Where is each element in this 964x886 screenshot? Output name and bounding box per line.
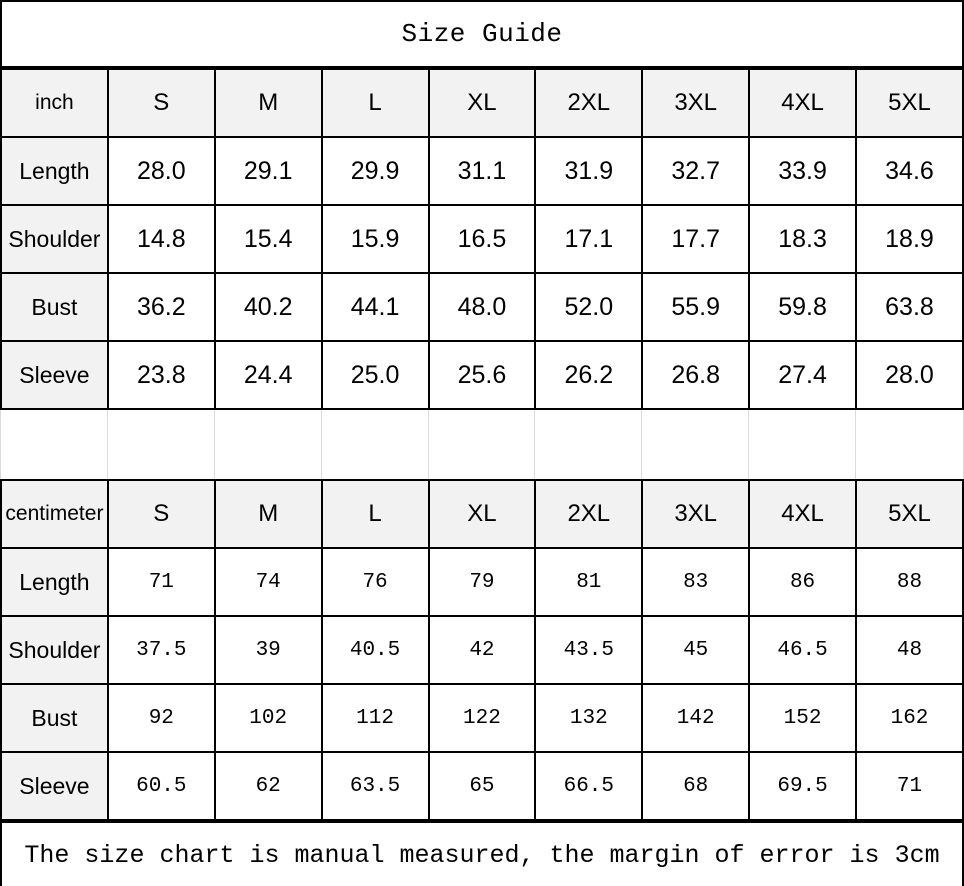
measurement-value-cell: 102 bbox=[215, 684, 322, 752]
unit-label-centimeter: centimeter bbox=[1, 480, 108, 548]
size-header-cell: 4XL bbox=[749, 480, 856, 548]
page-title: Size Guide bbox=[401, 19, 563, 49]
measurement-value-cell: 76 bbox=[322, 548, 429, 616]
measurement-row bbox=[1, 273, 963, 341]
measurement-value-cell: 162 bbox=[856, 684, 963, 752]
spacer-cell bbox=[108, 410, 215, 479]
size-header-cell: S bbox=[108, 480, 215, 548]
measurement-value-cell: 83 bbox=[642, 548, 749, 616]
measurement-value-cell: 59.8 bbox=[749, 273, 856, 341]
measurement-value-cell: 132 bbox=[535, 684, 642, 752]
measurement-value-cell: 25.0 bbox=[322, 341, 429, 409]
measurement-value-cell: 29.9 bbox=[322, 137, 429, 205]
size-header-cell: 5XL bbox=[856, 69, 963, 137]
size-header-cell: S bbox=[108, 69, 215, 137]
measurement-value-cell: 16.5 bbox=[429, 205, 536, 273]
measurement-value-cell: 26.2 bbox=[535, 341, 642, 409]
spacer-cell bbox=[856, 410, 963, 479]
measurement-value-cell: 37.5 bbox=[108, 616, 215, 684]
size-header-cell: XL bbox=[429, 69, 536, 137]
measurement-value-cell: 17.7 bbox=[642, 205, 749, 273]
measurement-value-cell: 43.5 bbox=[535, 616, 642, 684]
measurement-value-cell: 71 bbox=[856, 752, 963, 820]
size-header-cell: 2XL bbox=[535, 480, 642, 548]
measurement-value-cell: 55.9 bbox=[642, 273, 749, 341]
measurement-value-cell: 17.1 bbox=[535, 205, 642, 273]
size-header-cell: 2XL bbox=[535, 69, 642, 137]
size-header-cell: 5XL bbox=[856, 480, 963, 548]
measurement-value-cell: 52.0 bbox=[535, 273, 642, 341]
measurement-row bbox=[1, 616, 963, 684]
measurement-value-cell: 40.5 bbox=[322, 616, 429, 684]
measurement-row bbox=[1, 137, 963, 205]
measurement-value-cell: 88 bbox=[856, 548, 963, 616]
cm-table-body bbox=[1, 548, 963, 820]
centimeter-size-table bbox=[0, 479, 964, 821]
measurement-row bbox=[1, 752, 963, 820]
size-header-cell: XL bbox=[429, 480, 536, 548]
measurement-value-cell: 39 bbox=[215, 616, 322, 684]
footer-note: The size chart is manual measured, the margin of error is 3cm bbox=[24, 841, 940, 870]
measurement-value-cell: 60.5 bbox=[108, 752, 215, 820]
measurement-value-cell: 27.4 bbox=[749, 341, 856, 409]
measurement-value-cell: 63.8 bbox=[856, 273, 963, 341]
spacer-cell bbox=[1, 410, 108, 479]
measurement-row bbox=[1, 548, 963, 616]
measurement-value-cell: 45 bbox=[642, 616, 749, 684]
measurement-value-cell: 112 bbox=[322, 684, 429, 752]
unit-label-inch: inch bbox=[1, 69, 108, 137]
measurement-row bbox=[1, 341, 963, 409]
measurement-value-cell: 26.8 bbox=[642, 341, 749, 409]
title-box bbox=[0, 0, 964, 68]
measurement-value-cell: 65 bbox=[429, 752, 536, 820]
measurement-value-cell: 42 bbox=[429, 616, 536, 684]
measurement-label: Bust bbox=[1, 273, 108, 341]
measurement-label: Bust bbox=[1, 684, 108, 752]
measurement-value-cell: 28.0 bbox=[108, 137, 215, 205]
measurement-value-cell: 29.1 bbox=[215, 137, 322, 205]
size-header-cell: 3XL bbox=[642, 480, 749, 548]
cm-table-header bbox=[1, 480, 963, 548]
spacer-cell bbox=[215, 410, 322, 479]
measurement-value-cell: 25.6 bbox=[429, 341, 536, 409]
measurement-label: Sleeve bbox=[1, 341, 108, 409]
measurement-value-cell: 69.5 bbox=[749, 752, 856, 820]
spacer-cell bbox=[535, 410, 642, 479]
measurement-value-cell: 15.4 bbox=[215, 205, 322, 273]
measurement-label: Sleeve bbox=[1, 752, 108, 820]
measurement-value-cell: 122 bbox=[429, 684, 536, 752]
measurement-value-cell: 44.1 bbox=[322, 273, 429, 341]
measurement-value-cell: 48 bbox=[856, 616, 963, 684]
size-header-cell: M bbox=[215, 69, 322, 137]
measurement-value-cell: 31.9 bbox=[535, 137, 642, 205]
measurement-label: Shoulder bbox=[1, 616, 108, 684]
measurement-label: Length bbox=[1, 137, 108, 205]
measurement-value-cell: 18.9 bbox=[856, 205, 963, 273]
measurement-value-cell: 36.2 bbox=[108, 273, 215, 341]
inch-size-table bbox=[0, 68, 964, 410]
measurement-value-cell: 81 bbox=[535, 548, 642, 616]
measurement-value-cell: 28.0 bbox=[856, 341, 963, 409]
size-header-cell: 4XL bbox=[749, 69, 856, 137]
spacer-cell bbox=[429, 410, 536, 479]
measurement-value-cell: 46.5 bbox=[749, 616, 856, 684]
measurement-value-cell: 34.6 bbox=[856, 137, 963, 205]
measurement-value-cell: 33.9 bbox=[749, 137, 856, 205]
inch-table-body bbox=[1, 137, 963, 409]
measurement-value-cell: 68 bbox=[642, 752, 749, 820]
measurement-value-cell: 152 bbox=[749, 684, 856, 752]
size-header-cell: 3XL bbox=[642, 69, 749, 137]
measurement-value-cell: 66.5 bbox=[535, 752, 642, 820]
measurement-value-cell: 71 bbox=[108, 548, 215, 616]
measurement-value-cell: 63.5 bbox=[322, 752, 429, 820]
measurement-value-cell: 15.9 bbox=[322, 205, 429, 273]
measurement-value-cell: 142 bbox=[642, 684, 749, 752]
measurement-value-cell: 62 bbox=[215, 752, 322, 820]
size-header-cell: L bbox=[322, 69, 429, 137]
size-header-cell: L bbox=[322, 480, 429, 548]
measurement-label: Shoulder bbox=[1, 205, 108, 273]
measurement-value-cell: 79 bbox=[429, 548, 536, 616]
measurement-row bbox=[1, 205, 963, 273]
measurement-value-cell: 31.1 bbox=[429, 137, 536, 205]
measurement-value-cell: 40.2 bbox=[215, 273, 322, 341]
measurement-value-cell: 18.3 bbox=[749, 205, 856, 273]
measurement-value-cell: 32.7 bbox=[642, 137, 749, 205]
spacer-cell bbox=[749, 410, 856, 479]
measurement-value-cell: 14.8 bbox=[108, 205, 215, 273]
measurement-value-cell: 74 bbox=[215, 548, 322, 616]
measurement-value-cell: 23.8 bbox=[108, 341, 215, 409]
measurement-value-cell: 24.4 bbox=[215, 341, 322, 409]
measurement-value-cell: 48.0 bbox=[429, 273, 536, 341]
size-header-row bbox=[1, 69, 963, 137]
spacer-cell bbox=[642, 410, 749, 479]
size-header-row bbox=[1, 480, 963, 548]
footer-note-box bbox=[0, 821, 964, 886]
inch-table-header bbox=[1, 69, 963, 137]
table-spacer-row bbox=[0, 410, 964, 479]
measurement-value-cell: 86 bbox=[749, 548, 856, 616]
size-header-cell: M bbox=[215, 480, 322, 548]
measurement-row bbox=[1, 684, 963, 752]
measurement-label: Length bbox=[1, 548, 108, 616]
measurement-value-cell: 92 bbox=[108, 684, 215, 752]
spacer-cell bbox=[322, 410, 429, 479]
